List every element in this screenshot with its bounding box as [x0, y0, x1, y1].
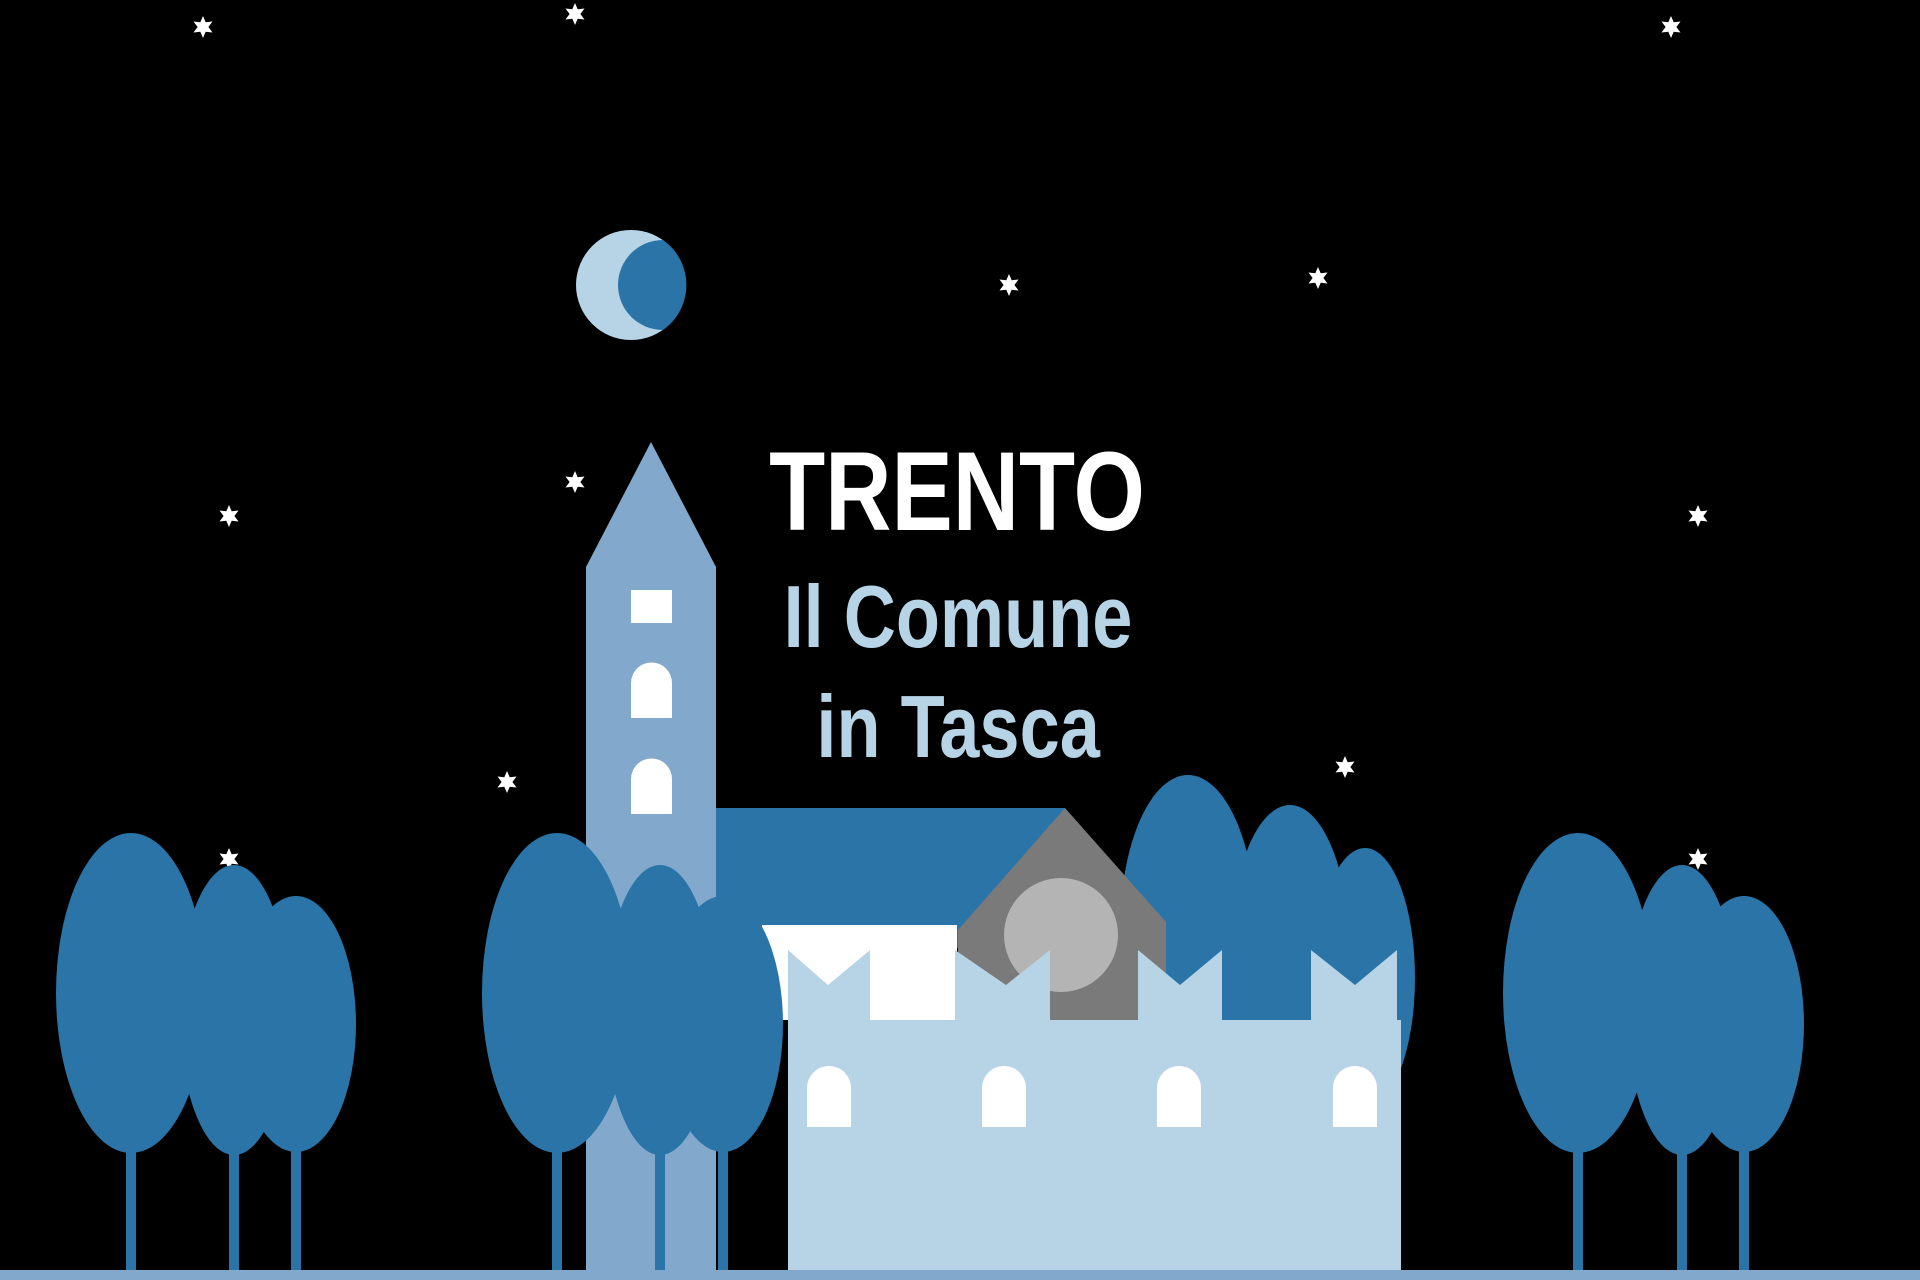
app-title: [769, 428, 1145, 776]
tree-icon: [663, 896, 783, 1152]
castle-window: [807, 1066, 851, 1127]
castle-window: [1157, 1066, 1201, 1127]
bell-tower: [586, 442, 716, 1280]
tower-window: [631, 759, 672, 815]
title-il-comune: Il Comune: [783, 568, 1133, 667]
crescent-moon-icon: [576, 230, 686, 340]
tree-icon: [1684, 896, 1804, 1152]
castle-window: [982, 1066, 1026, 1127]
title-in-tasca: in Tasca: [816, 678, 1100, 777]
title-trento: TRENTO: [769, 428, 1145, 555]
tower-window: [631, 663, 672, 719]
castle-window: [1333, 1066, 1377, 1127]
ground-strip: [0, 1270, 1920, 1280]
tower-window: [631, 590, 672, 623]
tree-icon: [236, 896, 356, 1152]
